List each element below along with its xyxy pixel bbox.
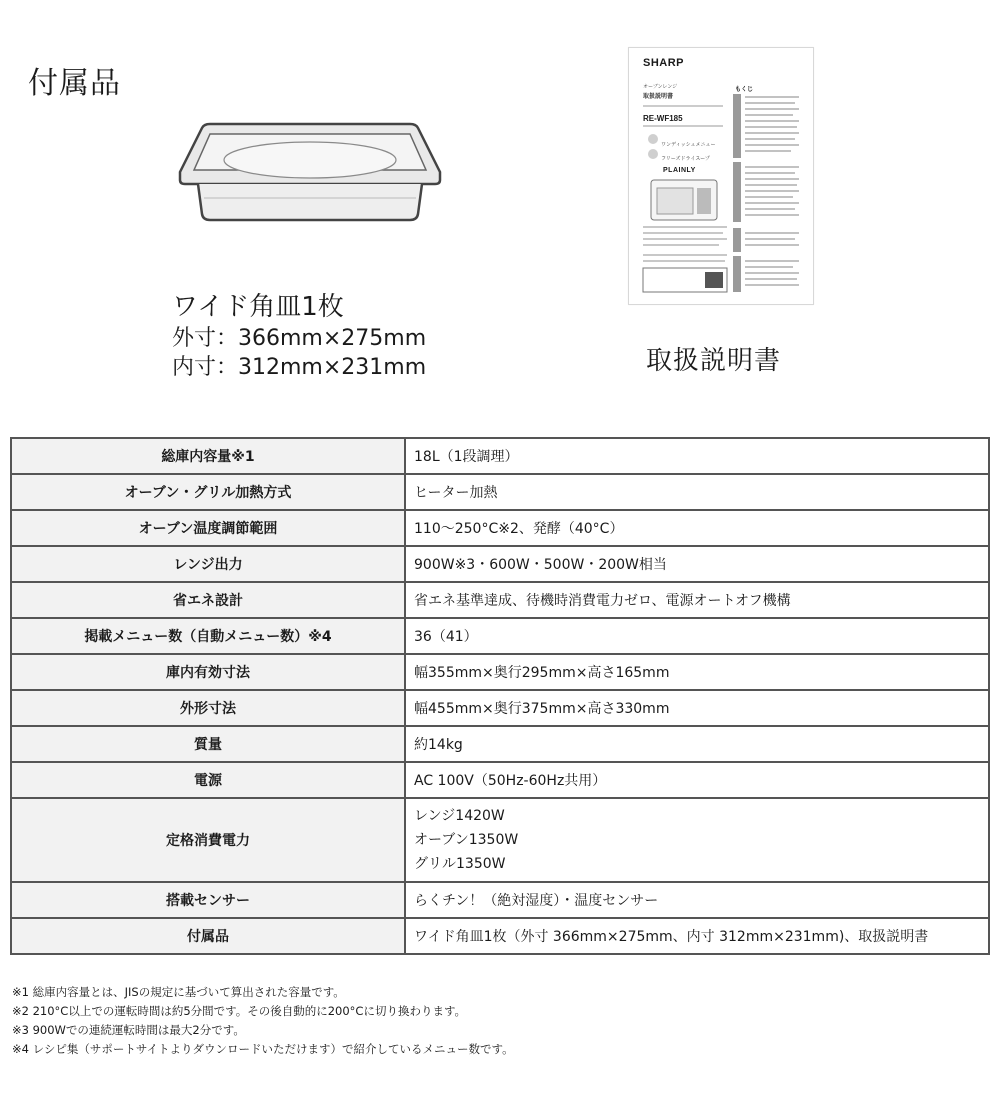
spec-label: オーブン温度調節範囲	[11, 510, 405, 546]
footnotes	[12, 983, 514, 1059]
table-row	[11, 798, 989, 882]
spec-value: 110～250°C※2、発酵（40°C）	[405, 510, 989, 546]
manual-category: オーブンレンジ	[643, 84, 678, 90]
manual-cover-graphics	[629, 48, 813, 304]
spec-label: 質量	[11, 726, 405, 762]
manual-cover-image	[628, 47, 814, 305]
spec-label: 総庫内容量※1	[11, 438, 405, 474]
spec-label: 搭載センサー	[11, 882, 405, 918]
spec-value-list	[405, 798, 989, 882]
spec-value-line: オーブン1350W	[414, 832, 519, 848]
spec-label: 外形寸法	[11, 690, 405, 726]
spec-value-line: グリル1350W	[414, 856, 506, 872]
spec-value: 900W※3・600W・500W・200W相当	[405, 546, 989, 582]
manual-plainly: PLAINLY	[663, 167, 696, 174]
spec-label: 定格消費電力	[11, 798, 405, 882]
table-row	[11, 618, 989, 654]
sharp-logo: SHARP	[643, 57, 685, 69]
spec-label: 掲載メニュー数（自動メニュー数）※4	[11, 618, 405, 654]
spec-value: 省エネ基準達成、待機時消費電力ゼロ、電源オートオフ機構	[405, 582, 989, 618]
spec-value-line: レンジ1420W	[414, 808, 505, 824]
spec-value: ワイド角皿1枚（外寸 366mm×275mm、内寸 312mm×231mm)、取扱説明書	[405, 918, 989, 954]
tray-outer-size: 外寸：366mm×275mm	[172, 326, 427, 351]
spec-value: 幅455mm×奥行375mm×高さ330mm	[405, 690, 989, 726]
tray-name: ワイド角皿1枚	[172, 292, 344, 322]
table-row	[11, 438, 989, 474]
table-row	[11, 510, 989, 546]
table-row	[11, 690, 989, 726]
tray-caption	[172, 290, 426, 382]
manual-label: 取扱説明書	[646, 346, 782, 376]
table-row	[11, 726, 989, 762]
spec-value: AC 100V（50Hz-60Hz共用）	[405, 762, 989, 798]
spec-value: らくチン！（絶対湿度）・温度センサー	[405, 882, 989, 918]
spec-value: ヒーター加熱	[405, 474, 989, 510]
spec-table	[10, 437, 990, 955]
table-row	[11, 654, 989, 690]
table-row	[11, 762, 989, 798]
spec-value: 約14kg	[405, 726, 989, 762]
spec-label: 省エネ設計	[11, 582, 405, 618]
spec-value: 18L（1段調理）	[405, 438, 989, 474]
footnote: ※2 210°C以上での運転時間は約5分間です。その後自動的に200°Cに切り換わります。	[12, 1004, 467, 1018]
spec-label: 電源	[11, 762, 405, 798]
table-row	[11, 918, 989, 954]
manual-toc-title: もくじ	[735, 86, 754, 93]
manual-menu-line: ワンディッシュメニュー	[661, 142, 716, 148]
footnote: ※4 レシピ集（サポートサイトよりダウンロードいただけます）で紹介しているメニュー数です。	[12, 1042, 514, 1056]
manual-model: RE-WF185	[643, 114, 683, 123]
page-heading: 付属品	[28, 66, 121, 101]
table-row	[11, 474, 989, 510]
footnote: ※1 総庫内容量とは、JISの規定に基づいて算出された容量です。	[12, 985, 345, 999]
table-row	[11, 546, 989, 582]
spec-label: 庫内有効寸法	[11, 654, 405, 690]
spec-value: 36（41）	[405, 618, 989, 654]
footnote: ※3 900Wでの連続運転時間は最大2分です。	[12, 1023, 245, 1037]
manual-doc-title: 取扱説明書	[643, 93, 674, 100]
spec-label: レンジ出力	[11, 546, 405, 582]
wide-tray-image	[170, 120, 450, 230]
spec-value: 幅355mm×奥行295mm×高さ165mm	[405, 654, 989, 690]
tray-inner-size: 内寸：312mm×231mm	[172, 355, 427, 380]
manual-dry-line: フリーズドライスープ	[661, 156, 710, 162]
table-row	[11, 882, 989, 918]
spec-label: 付属品	[11, 918, 405, 954]
spec-label: オーブン・グリル加熱方式	[11, 474, 405, 510]
table-row	[11, 582, 989, 618]
